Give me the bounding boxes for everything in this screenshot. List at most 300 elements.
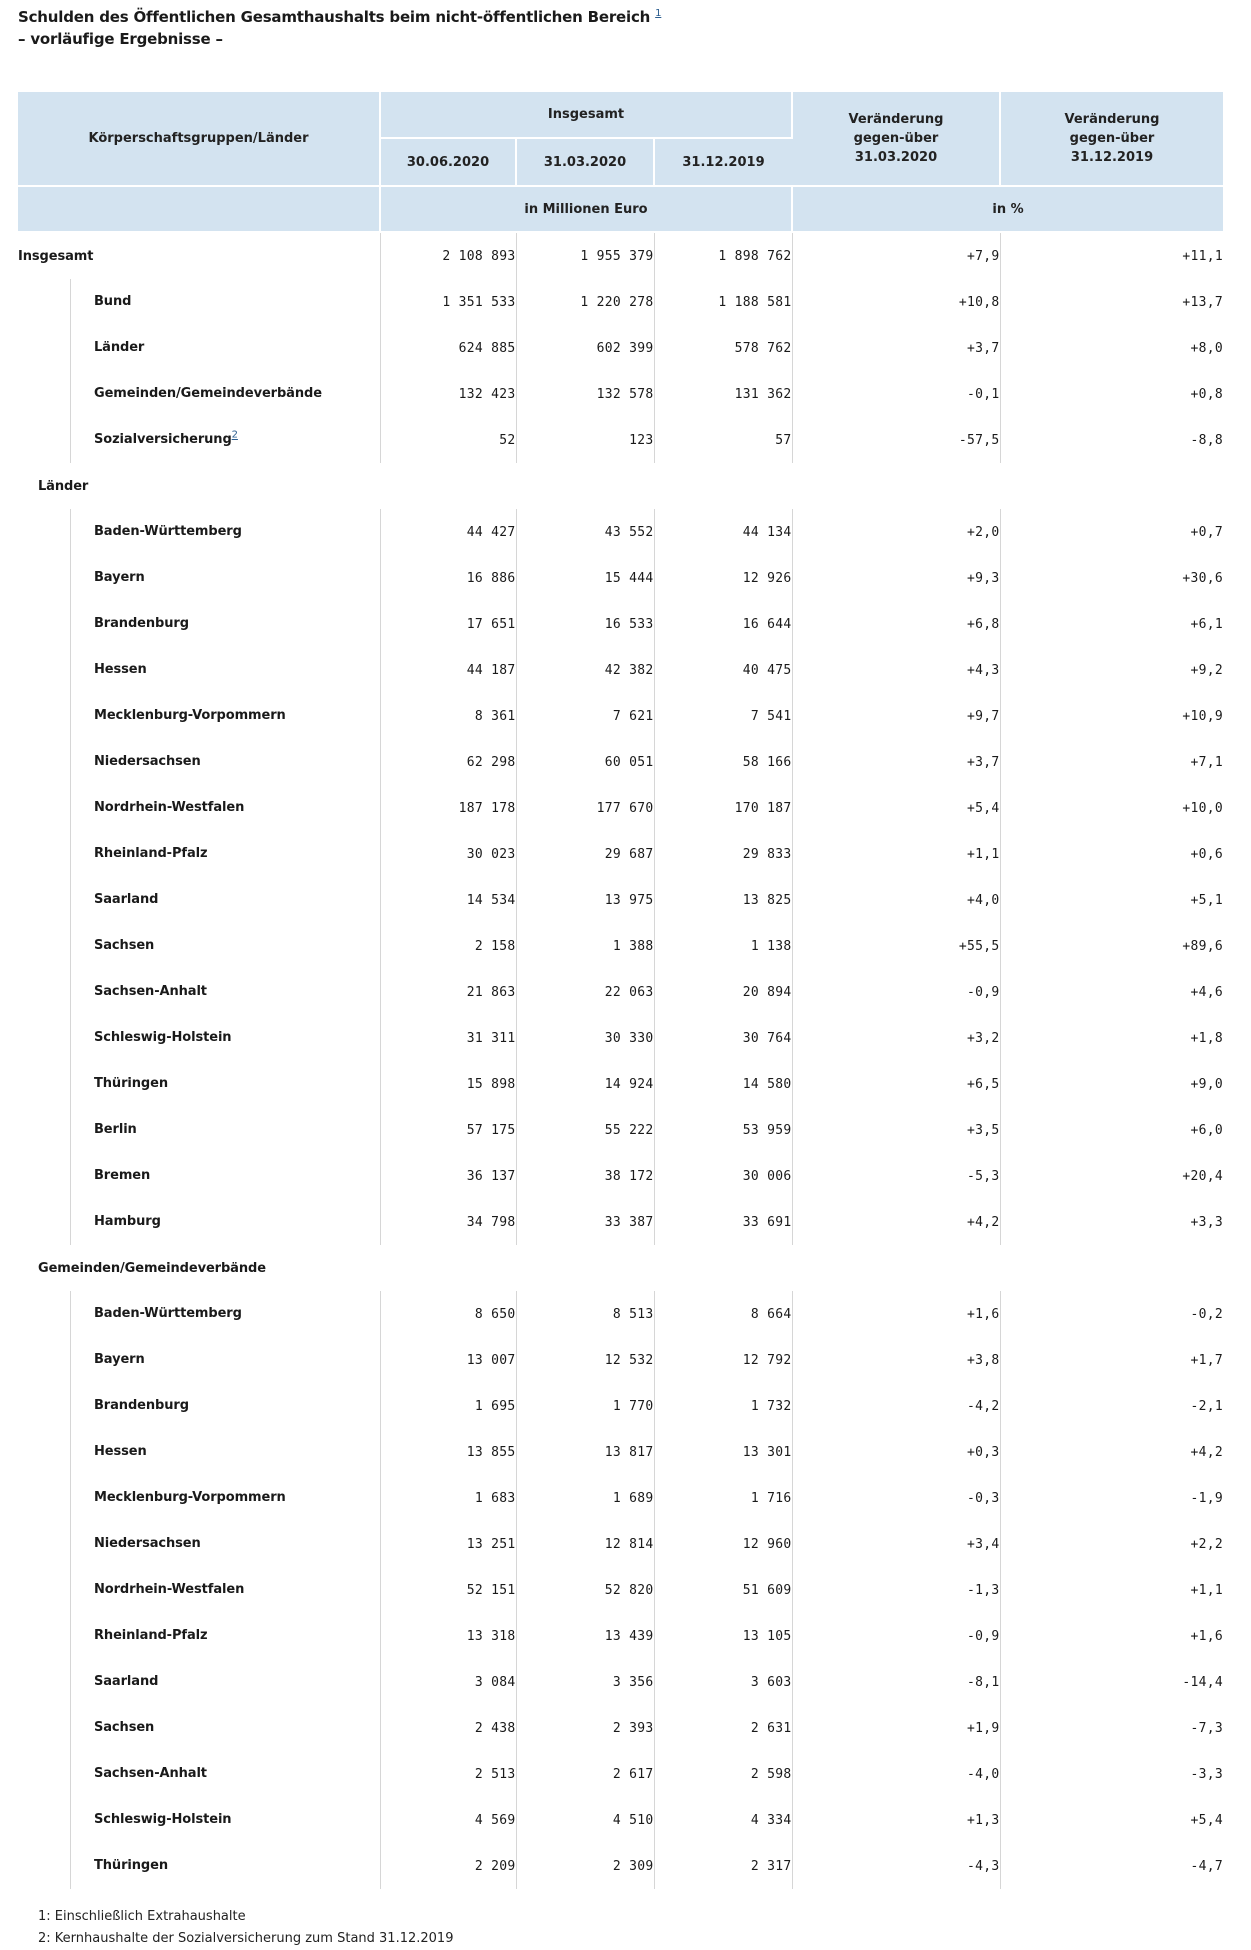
change-cell: +1,1 [1190,1582,1223,1598]
value-cell: 1 898 762 [654,232,792,279]
value-cell: 36 137 [380,1153,516,1199]
row-label-inner [70,693,380,739]
change-cell: +3,8 [792,1337,1000,1383]
row-label-cell [18,1153,380,1199]
row-label-inner [70,877,380,923]
row-label-inner [70,279,380,325]
table-row [18,1659,1223,1705]
row-label-inner [70,601,380,647]
row-label-inner [70,1107,380,1153]
value-cell: 38 172 [516,1153,654,1199]
value-cell: 1 689 [516,1475,654,1521]
page [18,6,1223,1946]
row-label-cell [18,1291,380,1337]
value-cell: 43 552 [516,509,654,555]
value-cell: 1 388 [516,923,654,969]
value-cell: 17 651 [380,601,516,647]
value-cell: 602 399 [516,325,654,371]
row-label-inner [70,1751,380,1797]
row-label: Bayern [94,570,145,585]
value-cell: 57 [654,417,792,463]
change-cell: +1,9 [792,1705,1000,1751]
value-cell: 15 444 [516,555,654,601]
row-label-cell [18,1383,380,1429]
row-label-cell [18,1475,380,1521]
value-cell: 12 792 [654,1337,792,1383]
value-cell: 21 863 [380,969,516,1015]
change-cell: -8,1 [792,1659,1000,1705]
table-row [18,1843,1223,1889]
value-cell: 2 631 [654,1705,792,1751]
footnote-link-2[interactable]: 2 [231,429,238,441]
value-cell: 2 317 [654,1843,792,1889]
row-label: Saarland [94,892,159,907]
row-label-cell [18,1061,380,1107]
row-label-inner [70,831,380,877]
value-cell: 33 387 [516,1199,654,1245]
change-cell: +3,7 [792,325,1000,371]
row-label: Rheinland-Pfalz [94,1628,208,1643]
value-cell: 53 959 [654,1107,792,1153]
table-row [18,1153,1223,1199]
table-row [18,509,1223,555]
table-row [18,739,1223,785]
value-cell: 1 695 [380,1383,516,1429]
row-label-cell [18,555,380,601]
value-cell: 58 166 [654,739,792,785]
change-cell: -0,3 [792,1475,1000,1521]
change-cell: -0,9 [792,1613,1000,1659]
value-cell: 44 427 [380,509,516,555]
change-cell: -1,9 [1190,1490,1223,1506]
row-label-inner [70,1061,380,1107]
value-cell: 30 330 [516,1015,654,1061]
table-row [18,1797,1223,1843]
row-label-inner [70,417,380,463]
row-label-cell [18,877,380,923]
value-cell: 30 764 [654,1015,792,1061]
change-cell: +0,8 [1190,386,1223,402]
value-cell: 2 309 [516,1843,654,1889]
header-row-label: Körperschaftsgruppen/Länder [18,92,380,186]
change-cell: -0,9 [792,969,1000,1015]
row-label-inner [70,371,380,417]
value-cell: 13 825 [654,877,792,923]
value-cell: 16 533 [516,601,654,647]
table-row [18,1521,1223,1567]
row-label: Mecklenburg-Vorpommern [94,708,286,723]
value-cell: 13 817 [516,1429,654,1475]
value-cell: 2 209 [380,1843,516,1889]
change-cell: +7,1 [1190,754,1223,770]
value-cell: 8 664 [654,1291,792,1337]
value-cell: 52 820 [516,1567,654,1613]
change-cell: +9,2 [1190,662,1223,678]
row-label-inner [70,647,380,693]
row-footnote-ref [232,430,238,441]
change-cell: +9,0 [1190,1076,1223,1092]
row-label-inner [70,1797,380,1843]
row-label: Bremen [94,1168,151,1183]
row-label-cell [18,831,380,877]
table-body [18,232,1223,1889]
value-cell: 29 687 [516,831,654,877]
change-cell: -4,7 [1190,1858,1223,1874]
change-cell: +55,5 [792,923,1000,969]
row-label-inner [70,1521,380,1567]
table-row [18,279,1223,325]
change-cell: +6,1 [1190,616,1223,632]
change-cell: +1,6 [792,1291,1000,1337]
row-label: Niedersachsen [94,754,201,769]
table-row [18,831,1223,877]
value-cell: 2 158 [380,923,516,969]
value-cell: 8 513 [516,1291,654,1337]
value-cell: 13 439 [516,1613,654,1659]
row-label-cell [18,739,380,785]
title-footnote-ref [655,8,661,19]
change-cell: +9,3 [792,555,1000,601]
row-label-cell [18,1337,380,1383]
value-cell: 123 [516,417,654,463]
table-row [18,1107,1223,1153]
change-cell: +0,6 [1190,846,1223,862]
header-change-2: Veränderung gegen-über 31.12.2019 [1000,92,1223,186]
value-cell: 52 151 [380,1567,516,1613]
section-row [18,1245,1223,1291]
change-cell: +10,9 [1182,708,1223,724]
row-label: Sachsen-Anhalt [94,1766,207,1781]
row-label-cell [18,1843,380,1889]
value-cell: 13 105 [654,1613,792,1659]
change-cell: +8,0 [1190,340,1223,356]
change-cell: +1,6 [1190,1628,1223,1644]
change-cell: +0,7 [1190,524,1223,540]
row-label-cell [18,785,380,831]
header-change-1: Veränderung gegen-über 31.03.2020 [792,92,1000,186]
change-cell: -4,0 [792,1751,1000,1797]
change-cell: +11,1 [1182,248,1223,264]
change-cell: +10,0 [1182,800,1223,816]
change-cell: +13,7 [1182,294,1223,310]
footnote-link-1[interactable]: 1 [655,8,662,19]
value-cell: 13 301 [654,1429,792,1475]
value-cell: 15 898 [380,1061,516,1107]
row-label: Baden-Württemberg [94,1306,242,1321]
value-cell: 4 334 [654,1797,792,1843]
value-cell: 4 569 [380,1797,516,1843]
value-cell: 30 006 [654,1153,792,1199]
row-label-inner [70,923,380,969]
footnotes [38,1906,453,1950]
table-row [18,923,1223,969]
row-label: Hessen [94,1444,147,1459]
change-cell: +0,3 [792,1429,1000,1475]
change-cell: +1,3 [792,1797,1000,1843]
header-date: 31.03.2020 [516,138,654,186]
row-label: Baden-Württemberg [94,524,242,539]
change-cell: +3,2 [792,1015,1000,1061]
value-cell: 40 475 [654,647,792,693]
value-cell: 7 621 [516,693,654,739]
row-label: Bund [94,294,132,309]
value-cell: 1 351 533 [380,279,516,325]
row-label-inner [70,785,380,831]
value-cell: 2 108 893 [380,232,516,279]
section-label: Länder [38,478,89,494]
change-cell: -57,5 [792,417,1000,463]
change-cell: -8,8 [1190,432,1223,448]
value-cell: 29 833 [654,831,792,877]
value-cell: 12 814 [516,1521,654,1567]
value-cell: 177 670 [516,785,654,831]
table-row [18,1061,1223,1107]
change-cell: -3,3 [1190,1766,1223,1782]
value-cell: 1 220 278 [516,279,654,325]
value-cell: 34 798 [380,1199,516,1245]
header-unit-euro: in Millionen Euro [380,186,792,232]
change-cell: +10,8 [792,279,1000,325]
change-cell: +3,4 [792,1521,1000,1567]
table-row [18,325,1223,371]
row-label: Insgesamt [18,248,94,264]
row-label: Sachsen [94,938,155,953]
value-cell: 1 716 [654,1475,792,1521]
change-cell: -7,3 [1190,1720,1223,1736]
value-cell: 31 311 [380,1015,516,1061]
row-label-cell [18,969,380,1015]
value-cell: 12 926 [654,555,792,601]
change-cell: +4,3 [792,647,1000,693]
row-label-cell [18,1705,380,1751]
row-label: Thüringen [94,1076,168,1091]
change-cell: +20,4 [1182,1168,1223,1184]
change-cell: +5,4 [1190,1812,1223,1828]
row-label-cell [18,1797,380,1843]
row-label: Nordrhein-Westfalen [94,1582,245,1597]
value-cell: 13 251 [380,1521,516,1567]
table-row [18,1475,1223,1521]
section-row [18,463,1223,509]
table-row [18,1705,1223,1751]
row-label-cell [18,1015,380,1061]
row-label: Berlin [94,1122,137,1137]
change-cell: +30,6 [1182,570,1223,586]
header-date: 31.12.2019 [654,138,792,186]
change-cell: -14,4 [1182,1674,1223,1690]
change-cell: +3,5 [792,1107,1000,1153]
value-cell: 131 362 [654,371,792,417]
value-cell: 13 007 [380,1337,516,1383]
value-cell: 2 617 [516,1751,654,1797]
value-cell: 3 084 [380,1659,516,1705]
value-cell: 33 691 [654,1199,792,1245]
row-label-inner [70,325,380,371]
table-row [18,371,1223,417]
row-label-cell [18,601,380,647]
value-cell: 52 [380,417,516,463]
row-label: Sozialversicherung [94,432,232,447]
change-cell: +5,1 [1190,892,1223,908]
row-label: Rheinland-Pfalz [94,846,208,861]
row-label-cell [18,1521,380,1567]
value-cell: 8 361 [380,693,516,739]
row-label-cell [18,1751,380,1797]
row-label-inner [70,555,380,601]
value-cell: 1 138 [654,923,792,969]
value-cell: 2 598 [654,1751,792,1797]
row-label-cell [18,1659,380,1705]
change-cell: -0,1 [792,371,1000,417]
row-label: Hamburg [94,1214,161,1229]
value-cell: 12 532 [516,1337,654,1383]
row-label: Mecklenburg-Vorpommern [94,1490,286,1505]
change-cell: +6,5 [792,1061,1000,1107]
value-cell: 7 541 [654,693,792,739]
change-cell: +6,8 [792,601,1000,647]
value-cell: 2 513 [380,1751,516,1797]
row-label: Sachsen-Anhalt [94,984,207,999]
row-label-inner [70,1659,380,1705]
table-row [18,1429,1223,1475]
table-row [18,232,1223,279]
row-label: Brandenburg [94,1398,189,1413]
row-label: Länder [94,340,145,355]
table-row [18,1567,1223,1613]
change-cell: +89,6 [1182,938,1223,954]
value-cell: 13 975 [516,877,654,923]
row-label-inner [70,1015,380,1061]
table-row [18,785,1223,831]
value-cell: 14 534 [380,877,516,923]
change-cell: -4,3 [792,1843,1000,1889]
page-title [18,6,1223,50]
change-cell: +1,8 [1190,1030,1223,1046]
row-label-cell [18,1613,380,1659]
row-label: Bayern [94,1352,145,1367]
row-label-inner [70,1475,380,1521]
row-label-inner [70,739,380,785]
row-label-inner [70,1383,380,1429]
row-label-cell [18,371,380,417]
change-cell: +2,0 [792,509,1000,555]
row-label-cell [18,1429,380,1475]
table-row [18,969,1223,1015]
value-cell: 3 356 [516,1659,654,1705]
change-cell: -1,3 [792,1567,1000,1613]
value-cell: 1 770 [516,1383,654,1429]
table-row [18,1291,1223,1337]
row-label-cell [18,647,380,693]
change-cell: +4,0 [792,877,1000,923]
row-label-cell [18,279,380,325]
row-label-inner [70,1291,380,1337]
value-cell: 13 855 [380,1429,516,1475]
value-cell: 132 578 [516,371,654,417]
row-label-cell [18,232,380,279]
table-row [18,1337,1223,1383]
value-cell: 624 885 [380,325,516,371]
row-label: Brandenburg [94,616,189,631]
row-label: Saarland [94,1674,159,1689]
value-cell: 44 134 [654,509,792,555]
value-cell: 20 894 [654,969,792,1015]
row-label: Hessen [94,662,147,677]
row-label-inner [70,1843,380,1889]
row-label-cell [18,923,380,969]
table-row [18,601,1223,647]
change-cell: +3,7 [792,739,1000,785]
row-label-cell [18,417,380,463]
row-label-inner [70,1337,380,1383]
row-label: Thüringen [94,1858,168,1873]
section-label: Gemeinden/Gemeindeverbände [38,1260,266,1276]
row-label: Sachsen [94,1720,155,1735]
row-label-inner [70,1429,380,1475]
value-cell: 170 187 [654,785,792,831]
change-cell: -2,1 [1190,1398,1223,1414]
table-row [18,1383,1223,1429]
row-label: Gemeinden/Gemeindeverbände [94,386,322,401]
header-unit-pct: in % [792,186,1223,232]
header-insgesamt: Insgesamt [380,92,792,138]
value-cell: 55 222 [516,1107,654,1153]
change-cell: +5,4 [792,785,1000,831]
value-cell: 60 051 [516,739,654,785]
change-cell: +4,2 [1190,1444,1223,1460]
row-label-cell [18,1567,380,1613]
change-cell: +7,9 [792,232,1000,279]
table-row [18,1751,1223,1797]
row-label-inner [70,509,380,555]
change-cell: +4,6 [1190,984,1223,1000]
row-label-inner [70,1705,380,1751]
value-cell: 22 063 [516,969,654,1015]
table-row [18,555,1223,601]
value-cell: 14 924 [516,1061,654,1107]
row-label-inner [70,1613,380,1659]
change-cell: -5,3 [792,1153,1000,1199]
value-cell: 2 438 [380,1705,516,1751]
change-cell: +1,1 [792,831,1000,877]
value-cell: 44 187 [380,647,516,693]
change-cell: +2,2 [1190,1536,1223,1552]
value-cell: 30 023 [380,831,516,877]
value-cell: 132 423 [380,371,516,417]
value-cell: 16 886 [380,555,516,601]
change-cell: +9,7 [792,693,1000,739]
value-cell: 1 683 [380,1475,516,1521]
debt-table [18,92,1223,1889]
row-label: Niedersachsen [94,1536,201,1551]
title-line-1 [18,6,1223,28]
value-cell: 51 609 [654,1567,792,1613]
change-cell: -0,2 [1190,1306,1223,1322]
table-row [18,693,1223,739]
row-label-inner [70,969,380,1015]
row-label-inner [70,1153,380,1199]
value-cell: 1 188 581 [654,279,792,325]
value-cell: 62 298 [380,739,516,785]
value-cell: 1 955 379 [516,232,654,279]
value-cell: 1 732 [654,1383,792,1429]
change-cell: +3,3 [1190,1214,1223,1230]
value-cell: 4 510 [516,1797,654,1843]
title-line-2: – vorläufige Ergebnisse – [18,30,223,48]
value-cell: 57 175 [380,1107,516,1153]
change-cell: -4,2 [792,1383,1000,1429]
row-label-cell [18,693,380,739]
